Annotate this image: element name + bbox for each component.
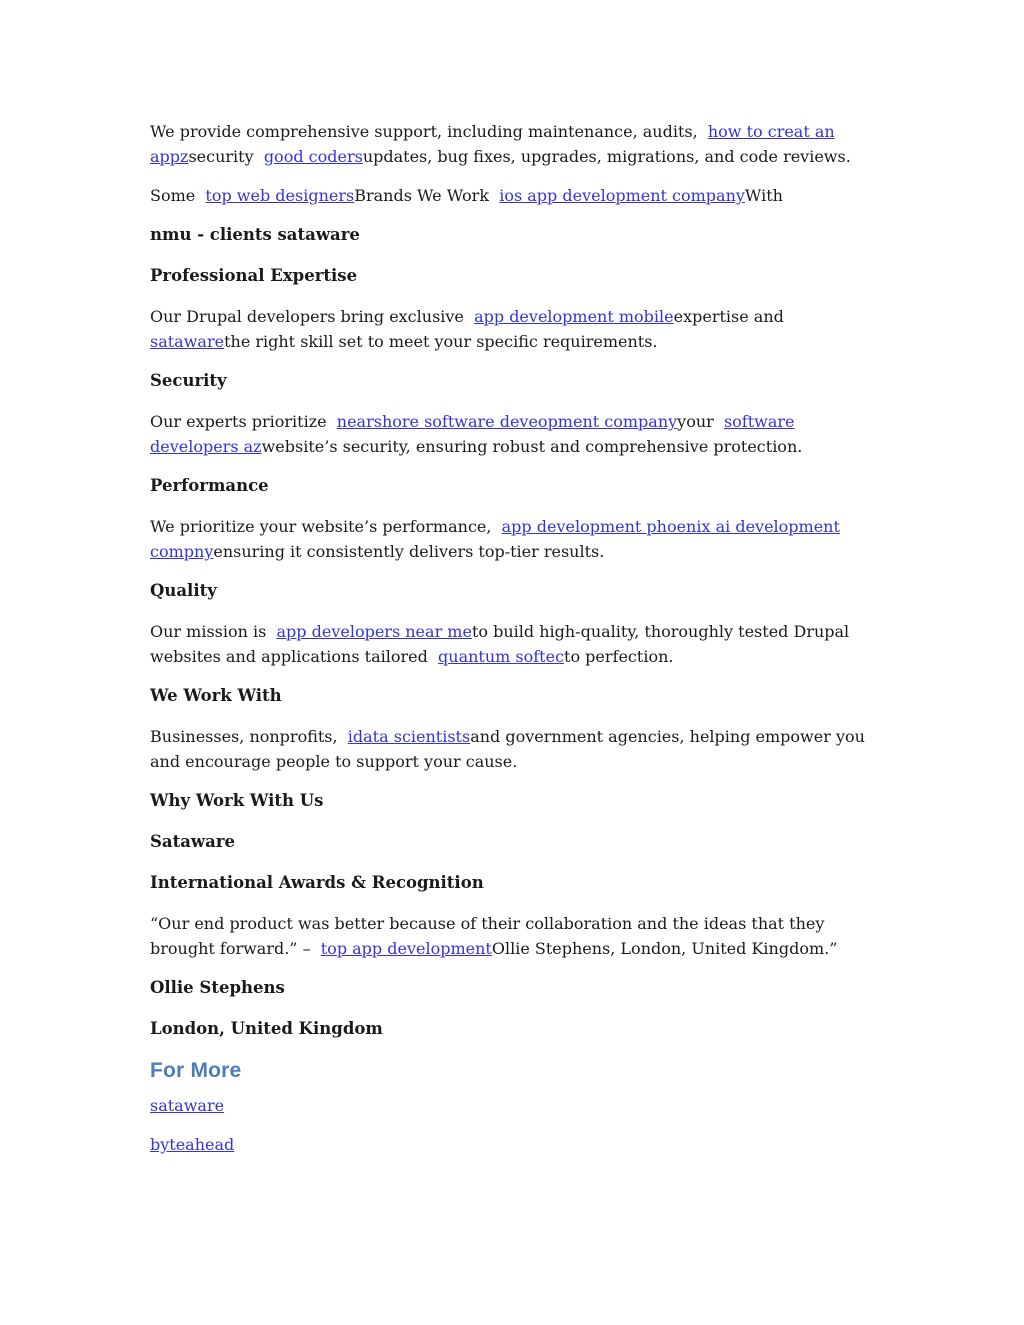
link-byteahead[interactable]: byteahead [150,1135,235,1154]
heading-international-awards: International Awards & Recognition [150,873,484,892]
text-segment: Some [150,186,206,205]
link-how-to-creat-an-appz[interactable]: how to creat an appz [150,122,835,166]
text-segment: expertise and [673,307,795,326]
heading-we-work-with: We Work With [150,686,282,705]
para-support-intro [150,119,882,169]
link-idata-scientists[interactable]: idata scientists [347,727,471,746]
link-app-development-phoenix-ai-development-compny[interactable]: app development phoenix ai development compny [150,517,840,561]
text-segment: ensuring it consistently delivers top-tier results. [213,542,605,561]
text-segment: to perfection. [564,647,674,666]
text-segment: “Our end product was better because of their collaboration and the ideas that they brought forward.” – [150,914,830,958]
heading-london-united-kingdom: London, United Kingdom [150,1019,383,1038]
text-segment: Businesses, nonprofits, [150,727,348,746]
heading-why-work-with-us: Why Work With Us [150,791,324,810]
para-testimonial [150,911,882,961]
text-segment: Ollie Stephens, London, United Kingdom.” [491,939,838,958]
document-content [150,119,882,1171]
link-top-app-development[interactable]: top app development [320,939,492,958]
text-segment: Brands We Work [354,186,500,205]
text-segment: We prioritize your website’s performance, [150,517,502,536]
heading-professional-expertise: Professional Expertise [150,266,358,285]
link-app-developers-near-me[interactable]: app developers near me [276,622,472,641]
link-ios-app-development-company[interactable]: ios app development company [499,186,745,205]
para-quality [150,619,882,669]
text-segment: We provide comprehensive support, including maintenance, audits, [150,122,708,141]
heading-sataware: Sataware [150,832,236,851]
para-performance [150,514,882,564]
text-segment: Our Drupal developers bring exclusive [150,307,475,326]
link-nearshore-software-deveopment-company[interactable]: nearshore software deveopment company [336,412,678,431]
text-segment: security [188,147,264,166]
text-segment: website’s security, ensuring robust and comprehensive protection. [261,437,803,456]
link-sataware[interactable]: sataware [150,332,225,351]
heading-ollie-stephens: Ollie Stephens [150,978,285,997]
link-quantum-softec[interactable]: quantum softec [438,647,565,666]
text-segment: Our experts prioritize [150,412,337,431]
link-sataware[interactable]: sataware [150,1096,225,1115]
para-brands-we-work [150,183,882,208]
heading-performance: Performance [150,476,269,495]
text-segment: your [677,412,724,431]
text-segment: With [744,186,783,205]
text-segment: to build high-quality, thoroughly tested Drupal websites and applications tailored [150,622,855,666]
link-software-developers-az[interactable]: software developers az [150,412,795,456]
link-good-coders[interactable]: good coders [263,147,363,166]
text-segment: Our mission is [150,622,277,641]
link-line-sataware [150,1093,882,1118]
text-segment: the right skill set to meet your specific requirements. [224,332,658,351]
heading-security: Security [150,371,227,390]
link-line-byteahead [150,1132,882,1157]
heading-for-more: For More [150,1059,242,1082]
link-app-development-mobile[interactable]: app development mobile [474,307,674,326]
para-professional-expertise [150,304,882,354]
heading-nmu-clients-sataware: nmu - clients sataware [150,225,360,244]
link-top-web-designers[interactable]: top web designers [205,186,355,205]
para-security [150,409,882,459]
text-segment: and government agencies, helping empower you and encourage people to support your cause. [150,727,871,771]
heading-quality: Quality [150,581,217,600]
para-we-work-with [150,724,882,774]
text-segment: updates, bug fixes, upgrades, migrations, and code reviews. [362,147,851,166]
